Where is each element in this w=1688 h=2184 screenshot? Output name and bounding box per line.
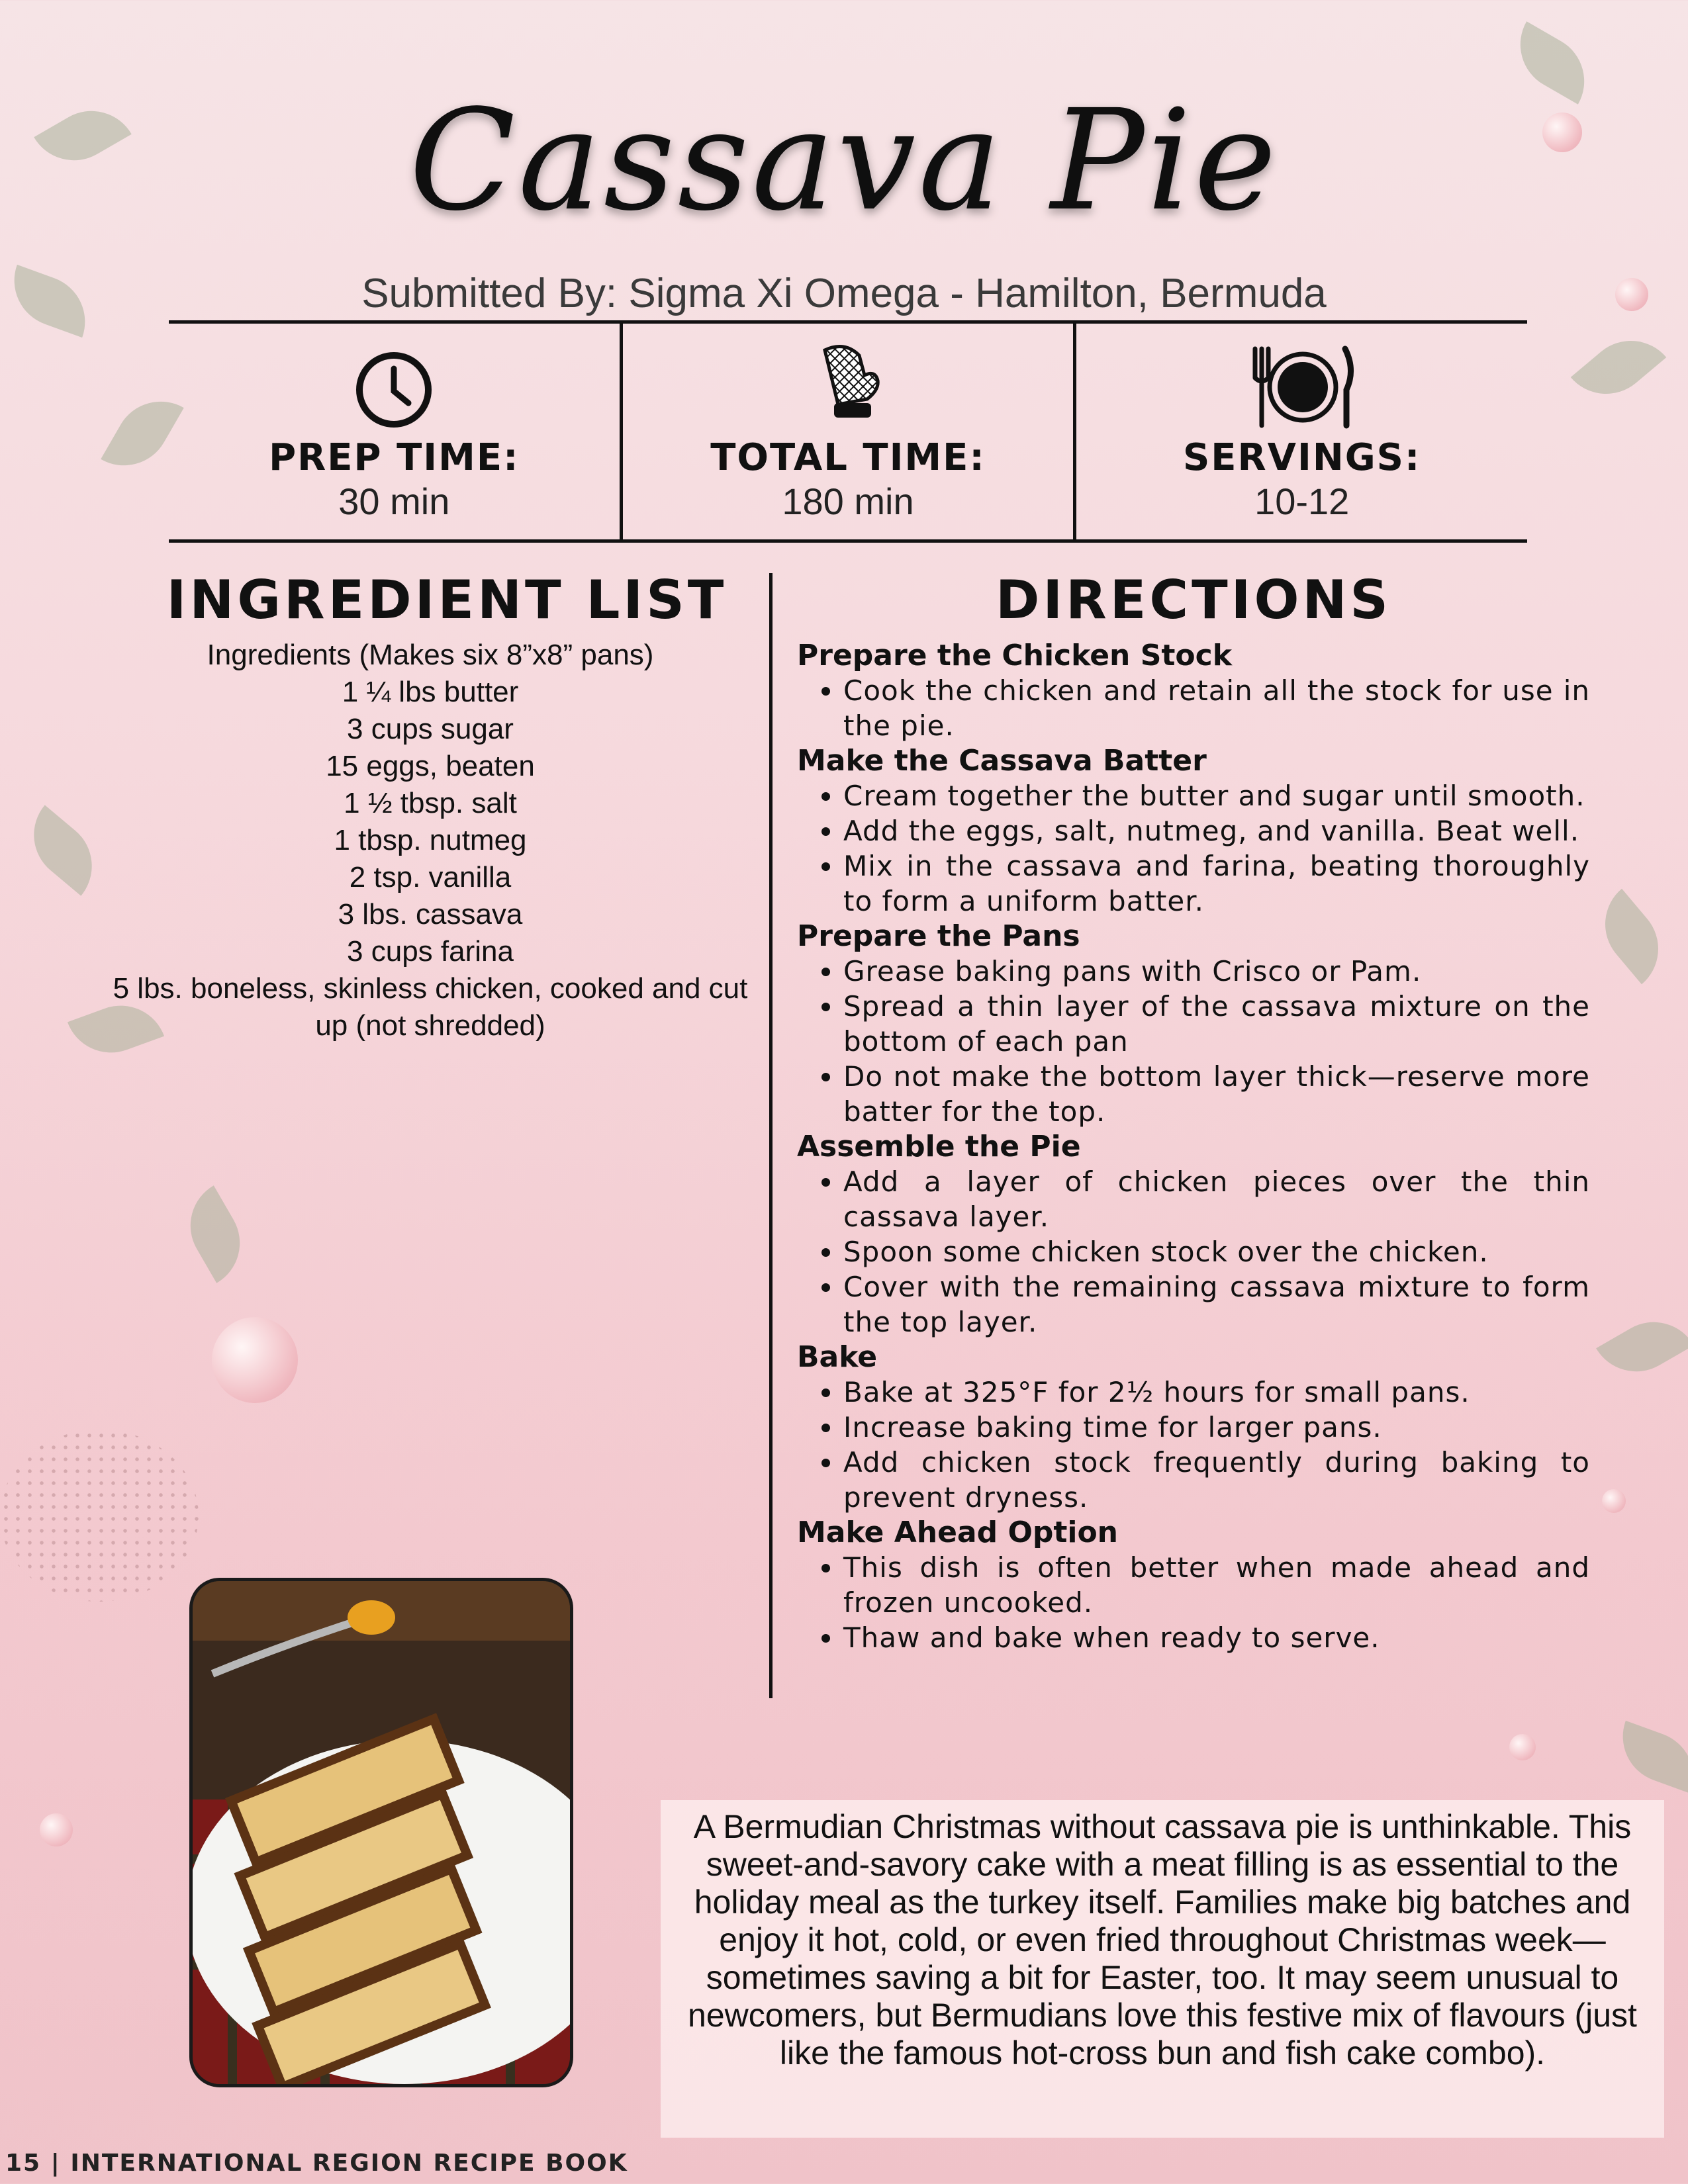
ingredient-item: 1 ½ tbsp. salt xyxy=(344,787,517,819)
recipe-description: A Bermudian Christmas without cassava pie is unthinkable. This sweet-and-savory cake with a meat filling is as essential to the holiday meal as the turkey itself. Families make big batches and enjoy it hot, cold, or even fried throughout Christmas week—sometimes saving a bit for Easter, too. It may seem unusual to newcomers, but Bermudians love this festive mix of flavours (just like the famous hot-cross bun and fish cake combo). xyxy=(688,1808,1637,2071)
ingredient-list xyxy=(113,637,748,1044)
direction-step: • Thaw and bake when ready to serve. xyxy=(843,1620,1590,1655)
leaf-decoration xyxy=(1596,1305,1688,1388)
submitted-by: Submitted By: Sigma Xi Omega - Hamilton, Bermuda xyxy=(361,271,1327,316)
direction-section-title: Prepare the Chicken Stock xyxy=(797,639,1232,672)
column-divider xyxy=(769,573,773,1698)
cassava-pie-photo xyxy=(189,1578,573,2087)
prep-time-value: 30 min xyxy=(338,480,450,522)
direction-section-title: Make the Cassava Batter xyxy=(797,744,1207,778)
recipe-title: Cassava Pie xyxy=(409,79,1279,242)
direction-step: • Cover with the remaining cassava mixture to form the top layer. xyxy=(843,1269,1590,1340)
berry-decoration xyxy=(212,1317,298,1403)
direction-section-title: Prepare the Pans xyxy=(797,919,1080,953)
total-time-cell xyxy=(620,324,1074,539)
directions-heading: DIRECTIONS xyxy=(995,569,1392,631)
ingredient-item: 2 tsp. vanilla xyxy=(349,861,512,893)
ingredient-list-heading: INGREDIENT LIST xyxy=(166,569,727,631)
recipe-description-box xyxy=(661,1800,1664,2138)
ingredient-item: 3 lbs. cassava xyxy=(338,898,523,931)
direction-section-title: Bake xyxy=(797,1340,878,1374)
berry-decoration xyxy=(1509,1734,1536,1760)
leaf-decoration xyxy=(1586,889,1677,985)
spice-speckle-decoration xyxy=(0,1430,199,1602)
servings-label: SERVINGS: xyxy=(1182,436,1421,479)
direction-step: • Add the eggs, salt, nutmeg, and vanilla. Beat well. xyxy=(843,813,1590,848)
leaf-decoration xyxy=(1571,322,1667,412)
ingredient-item: 5 lbs. boneless, skinless chicken, cooked and cut up (not shredded) xyxy=(113,972,748,1042)
directions-list xyxy=(797,638,1590,1655)
direction-step: • Cook the chicken and retain all the stock for use in the pie. xyxy=(843,673,1590,743)
page-footer: 15 | INTERNATIONAL REGION RECIPE BOOK xyxy=(5,2150,628,2177)
ingredient-item: 3 cups farina xyxy=(347,935,514,968)
direction-section-title: Make Ahead Option xyxy=(797,1516,1119,1549)
prep-time-cell xyxy=(169,324,620,539)
servings-value: 10-12 xyxy=(1254,480,1350,522)
ingredient-item: 15 eggs, beaten xyxy=(326,750,535,782)
direction-step: • This dish is often better when made ahead and frozen uncooked. xyxy=(843,1550,1590,1620)
clock-icon xyxy=(354,350,434,430)
direction-step: • Spoon some chicken stock over the chicken. xyxy=(843,1234,1590,1269)
direction-step: • Add chicken stock frequently during baking to prevent dryness. xyxy=(843,1445,1590,1515)
direction-section-title: Assemble the Pie xyxy=(797,1130,1081,1163)
ingredient-item: 3 cups sugar xyxy=(347,713,514,745)
recipe-info-bar xyxy=(169,320,1527,543)
direction-step: • Cream together the butter and sugar until smooth. xyxy=(843,778,1590,813)
plate-fork-knife-icon xyxy=(1246,343,1358,430)
direction-step: • Mix in the cassava and farina, beating thoroughly to form a uniform batter. xyxy=(843,848,1590,919)
direction-step: • Grease baking pans with Crisco or Pam. xyxy=(843,954,1590,989)
berry-decoration xyxy=(1602,1489,1626,1513)
total-time-label: TOTAL TIME: xyxy=(710,436,986,479)
direction-step: • Increase baking time for larger pans. xyxy=(843,1410,1590,1445)
oven-mitt-icon xyxy=(812,343,884,423)
direction-step: • Spread a thin layer of the cassava mixture on the bottom of each pan xyxy=(843,989,1590,1059)
ingredient-intro: Ingredients (Makes six 8”x8” pans) xyxy=(207,639,654,671)
leaf-decoration xyxy=(15,805,111,895)
leaf-decoration xyxy=(173,1185,257,1283)
berry-decoration xyxy=(40,1813,73,1846)
cassava-pie-illustration xyxy=(193,1581,570,2084)
direction-step: • Add a layer of chicken pieces over the thin cassava layer. xyxy=(843,1164,1590,1234)
ingredient-item: 1 tbsp. nutmeg xyxy=(334,824,527,856)
ingredient-item: 1 ¼ lbs butter xyxy=(342,676,519,708)
direction-step: • Bake at 325°F for 2½ hours for small pans. xyxy=(843,1375,1590,1410)
prep-time-label: PREP TIME: xyxy=(269,436,520,479)
leaf-decoration xyxy=(1610,1721,1688,1794)
direction-step: • Do not make the bottom layer thick—reserve more batter for the top. xyxy=(843,1059,1590,1129)
total-time-value: 180 min xyxy=(782,480,914,522)
servings-cell xyxy=(1073,324,1527,539)
